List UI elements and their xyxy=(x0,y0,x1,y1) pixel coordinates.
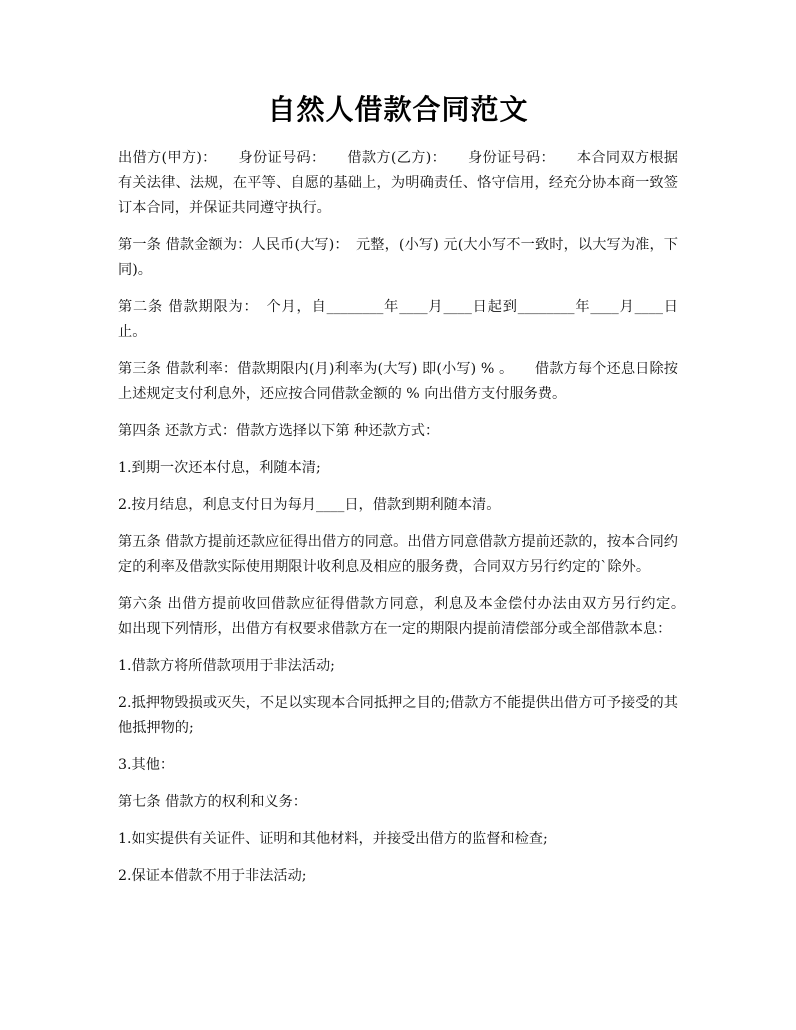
article-7-item-1: 1.如实提供有关证件、证明和其他材料，并接受出借方的监督和检查; xyxy=(118,831,548,847)
article-6-item-1: 1.借款方将所借款项用于非法活动; xyxy=(118,658,335,674)
article-4-item-1: 1.到期一次还本付息，利随本清; xyxy=(118,460,321,476)
article-2-paragraph: 第二条 借款期限为： 个月，自________年____月____日起到________年____月____日止。 xyxy=(118,299,678,340)
article-6-paragraph: 第六条 出借方提前收回借款应征得借款方同意，利息及本金偿付办法由双方另行约定。 如出现下列情形，出借方有权要求借款方在一定的期限内提前清偿部分或全部借款本息： xyxy=(118,596,707,637)
article-4-paragraph: 第四条 还款方式：借款方选择以下第 种还款方式： xyxy=(118,423,440,439)
article-1-paragraph: 第一条 借款金额为：人民币(大写)： 元整，(小写) 元(大小写不一致时，以大写为准，下同)。 xyxy=(118,237,678,278)
article-6-item-3: 3.其他： xyxy=(118,757,175,773)
article-6-item-2: 2.抵押物毁损或灭失，不足以实现本合同抵押之目的;借款方不能提供出借方可予接受的其他抵押物的; xyxy=(118,695,678,736)
article-5-paragraph: 第五条 借款方提前还款应征得出借方的同意。出借方同意借款方提前还款的，按本合同约定的利率及借款实际使用期限计收利息及相应的服务费，合同双方另行约定的`除外。 xyxy=(118,534,678,575)
article-4-item-2: 2.按月结息，利息支付日为每月____日，借款到期利随本清。 xyxy=(118,497,501,513)
document-body xyxy=(118,146,707,901)
article-7-item-2: 2.保证本借款不用于非法活动; xyxy=(118,868,307,884)
article-7-paragraph: 第七条 借款方的权利和义务： xyxy=(118,794,307,810)
document-title: 自然人借款合同范文 xyxy=(267,93,529,126)
preamble-paragraph: 出借方(甲方)： 身份证号码： 借款方(乙方)： 身份证号码： 本合同双方根据有关法律、法规，在平等、自愿的基础上，为明确责任、恪守信用，经充分协本商一致签订本合同，并保证共同遵守执行。 xyxy=(118,150,678,216)
article-3-paragraph: 第三条 借款利率：借款期限内(月)利率为(大写) 即(小写) % 。 借款方每个还息日除按上述规定支付利息外，还应按合同借款金额的 % 向出借方支付服务费。 xyxy=(118,361,678,402)
